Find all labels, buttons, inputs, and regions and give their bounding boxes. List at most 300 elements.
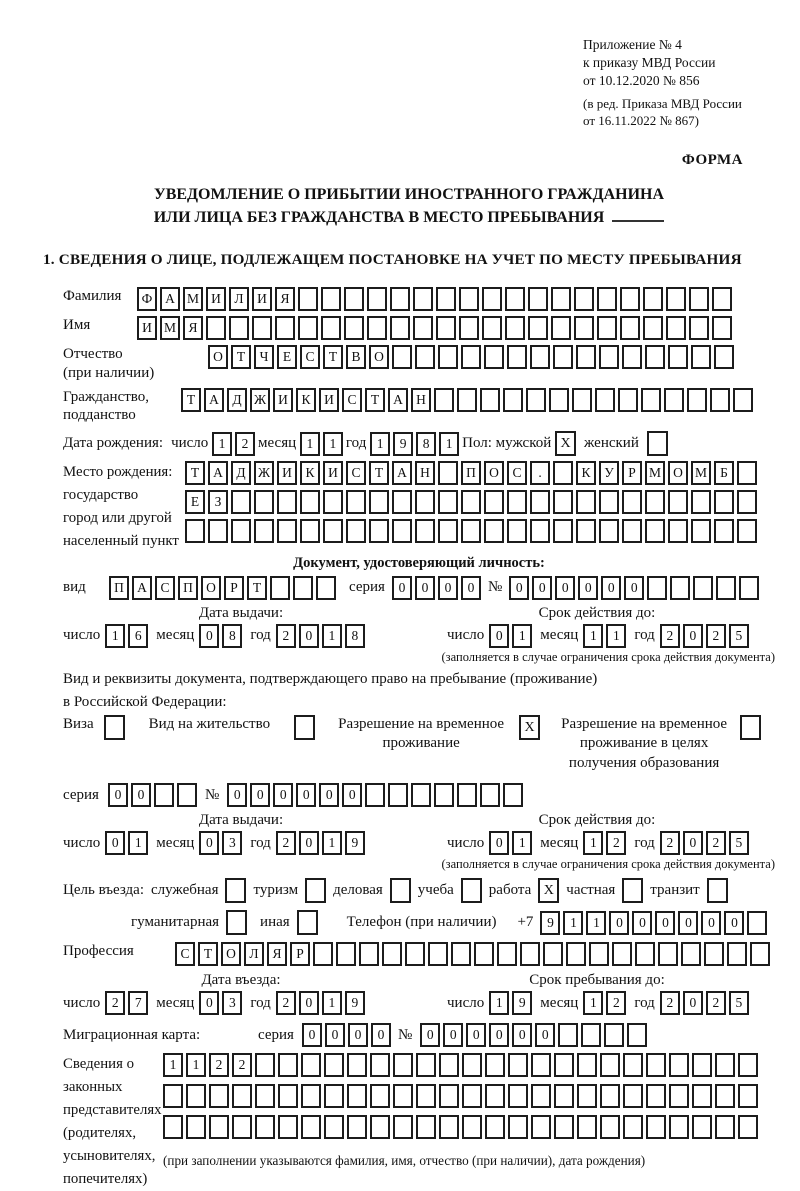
char-box[interactable]: 1: [563, 911, 583, 935]
char-box[interactable]: [482, 316, 502, 340]
char-box[interactable]: [346, 490, 366, 514]
char-box[interactable]: Ж: [250, 388, 270, 412]
char-box[interactable]: [434, 388, 454, 412]
char-box[interactable]: [507, 490, 527, 514]
char-box[interactable]: [438, 461, 458, 485]
char-box[interactable]: [503, 388, 523, 412]
char-box[interactable]: 1: [439, 432, 459, 456]
char-box[interactable]: Я: [267, 942, 287, 966]
char-box[interactable]: 1: [186, 1053, 206, 1077]
char-box[interactable]: [643, 287, 663, 311]
char-box[interactable]: 2: [706, 991, 726, 1015]
char-box[interactable]: О: [369, 345, 389, 369]
char-box[interactable]: М: [183, 287, 203, 311]
char-box[interactable]: [370, 1084, 390, 1108]
char-box[interactable]: [738, 1115, 758, 1139]
char-box[interactable]: [457, 388, 477, 412]
char-box[interactable]: [669, 1115, 689, 1139]
char-box[interactable]: [163, 1115, 183, 1139]
char-box[interactable]: [623, 1115, 643, 1139]
char-box[interactable]: [461, 345, 481, 369]
char-box[interactable]: [484, 490, 504, 514]
char-box[interactable]: П: [109, 576, 129, 600]
char-box[interactable]: 2: [235, 432, 255, 456]
char-box[interactable]: [520, 942, 540, 966]
char-box[interactable]: [528, 287, 548, 311]
char-box[interactable]: [712, 316, 732, 340]
char-box[interactable]: 2: [706, 624, 726, 648]
char-box[interactable]: [369, 519, 389, 543]
char-box[interactable]: [620, 316, 640, 340]
char-box[interactable]: [313, 942, 333, 966]
char-box[interactable]: С: [342, 388, 362, 412]
char-box[interactable]: [508, 1115, 528, 1139]
char-box[interactable]: 1: [323, 432, 343, 456]
char-box[interactable]: 2: [232, 1053, 252, 1077]
char-box[interactable]: 0: [632, 911, 652, 935]
char-box[interactable]: В: [346, 345, 366, 369]
char-box[interactable]: [405, 942, 425, 966]
char-box[interactable]: [485, 1084, 505, 1108]
char-box[interactable]: [687, 388, 707, 412]
char-box[interactable]: [646, 1084, 666, 1108]
char-box[interactable]: 0: [683, 624, 703, 648]
char-box[interactable]: [459, 287, 479, 311]
char-box[interactable]: Т: [185, 461, 205, 485]
char-box[interactable]: С: [155, 576, 175, 600]
char-box[interactable]: [715, 1115, 735, 1139]
char-box[interactable]: 1: [322, 831, 342, 855]
char-box[interactable]: [507, 519, 527, 543]
char-box[interactable]: [595, 388, 615, 412]
char-box[interactable]: Т: [181, 388, 201, 412]
char-box[interactable]: [474, 942, 494, 966]
char-box[interactable]: 8: [416, 432, 436, 456]
char-box[interactable]: [438, 519, 458, 543]
char-box[interactable]: 2: [706, 831, 726, 855]
char-box[interactable]: И: [252, 287, 272, 311]
char-box[interactable]: [411, 783, 431, 807]
char-box[interactable]: 1: [489, 991, 509, 1015]
char-box[interactable]: [691, 490, 711, 514]
char-box[interactable]: [531, 1084, 551, 1108]
char-box[interactable]: Л: [229, 287, 249, 311]
char-box[interactable]: [553, 461, 573, 485]
char-box[interactable]: [252, 316, 272, 340]
char-box[interactable]: [370, 1115, 390, 1139]
char-box[interactable]: 0: [609, 911, 629, 935]
char-box[interactable]: Ф: [137, 287, 157, 311]
char-box[interactable]: [646, 1053, 666, 1077]
residence-permit-checkbox[interactable]: [294, 715, 315, 740]
char-box[interactable]: [415, 519, 435, 543]
char-box[interactable]: [577, 1053, 597, 1077]
char-box[interactable]: [434, 783, 454, 807]
char-box[interactable]: [301, 1115, 321, 1139]
char-box[interactable]: [278, 1084, 298, 1108]
char-box[interactable]: 0: [678, 911, 698, 935]
char-box[interactable]: [627, 1023, 647, 1047]
char-box[interactable]: [554, 1084, 574, 1108]
char-box[interactable]: [710, 388, 730, 412]
char-box[interactable]: [359, 942, 379, 966]
char-box[interactable]: 3: [222, 831, 242, 855]
char-box[interactable]: [666, 287, 686, 311]
char-box[interactable]: И: [319, 388, 339, 412]
char-box[interactable]: [551, 316, 571, 340]
char-box[interactable]: [232, 1084, 252, 1108]
char-box[interactable]: О: [668, 461, 688, 485]
char-box[interactable]: 0: [227, 783, 247, 807]
char-box[interactable]: [255, 1053, 275, 1077]
char-box[interactable]: 3: [222, 991, 242, 1015]
char-box[interactable]: 0: [415, 576, 435, 600]
char-box[interactable]: 2: [606, 991, 626, 1015]
visa-checkbox[interactable]: [104, 715, 125, 740]
char-box[interactable]: 2: [105, 991, 125, 1015]
char-box[interactable]: [597, 316, 617, 340]
char-box[interactable]: [670, 576, 690, 600]
char-box[interactable]: 2: [276, 624, 296, 648]
char-box[interactable]: К: [576, 461, 596, 485]
char-box[interactable]: [275, 316, 295, 340]
sex-female-checkbox[interactable]: [647, 431, 668, 456]
char-box[interactable]: [543, 942, 563, 966]
char-box[interactable]: [738, 1084, 758, 1108]
humanitarian-checkbox[interactable]: [226, 910, 247, 935]
char-box[interactable]: 0: [342, 783, 362, 807]
char-box[interactable]: О: [208, 345, 228, 369]
char-box[interactable]: [692, 1053, 712, 1077]
char-box[interactable]: [505, 287, 525, 311]
char-box[interactable]: 0: [509, 576, 529, 600]
char-box[interactable]: 1: [370, 432, 390, 456]
char-box[interactable]: 5: [729, 624, 749, 648]
char-box[interactable]: [346, 519, 366, 543]
char-box[interactable]: 9: [512, 991, 532, 1015]
char-box[interactable]: З: [208, 490, 228, 514]
char-box[interactable]: [484, 345, 504, 369]
char-box[interactable]: Ч: [254, 345, 274, 369]
char-box[interactable]: [551, 287, 571, 311]
char-box[interactable]: [367, 316, 387, 340]
char-box[interactable]: И: [273, 388, 293, 412]
char-box[interactable]: [186, 1084, 206, 1108]
char-box[interactable]: 2: [209, 1053, 229, 1077]
char-box[interactable]: [232, 1115, 252, 1139]
char-box[interactable]: [750, 942, 770, 966]
char-box[interactable]: [645, 345, 665, 369]
char-box[interactable]: [508, 1084, 528, 1108]
char-box[interactable]: 0: [299, 624, 319, 648]
char-box[interactable]: [436, 287, 456, 311]
char-box[interactable]: [324, 1084, 344, 1108]
char-box[interactable]: 7: [128, 991, 148, 1015]
char-box[interactable]: [416, 1084, 436, 1108]
char-box[interactable]: У: [599, 461, 619, 485]
char-box[interactable]: [300, 490, 320, 514]
char-box[interactable]: 0: [131, 783, 151, 807]
char-box[interactable]: 0: [489, 1023, 509, 1047]
char-box[interactable]: [599, 490, 619, 514]
char-box[interactable]: [278, 1053, 298, 1077]
char-box[interactable]: [553, 345, 573, 369]
char-box[interactable]: [457, 783, 477, 807]
char-box[interactable]: Т: [323, 345, 343, 369]
char-box[interactable]: Р: [622, 461, 642, 485]
transit-checkbox[interactable]: [707, 878, 728, 903]
char-box[interactable]: Л: [244, 942, 264, 966]
char-box[interactable]: [727, 942, 747, 966]
char-box[interactable]: 0: [108, 783, 128, 807]
char-box[interactable]: [566, 942, 586, 966]
char-box[interactable]: Н: [411, 388, 431, 412]
char-box[interactable]: [293, 576, 313, 600]
char-box[interactable]: 0: [273, 783, 293, 807]
char-box[interactable]: [344, 316, 364, 340]
char-box[interactable]: [365, 783, 385, 807]
char-box[interactable]: [635, 942, 655, 966]
char-box[interactable]: 0: [348, 1023, 368, 1047]
char-box[interactable]: [714, 345, 734, 369]
char-box[interactable]: 0: [199, 991, 219, 1015]
char-box[interactable]: 0: [438, 576, 458, 600]
study-checkbox[interactable]: [461, 878, 482, 903]
char-box[interactable]: [298, 287, 318, 311]
char-box[interactable]: [530, 345, 550, 369]
char-box[interactable]: [597, 287, 617, 311]
char-box[interactable]: [229, 316, 249, 340]
char-box[interactable]: [324, 1053, 344, 1077]
char-box[interactable]: 1: [128, 831, 148, 855]
char-box[interactable]: [321, 287, 341, 311]
char-box[interactable]: 0: [199, 624, 219, 648]
char-box[interactable]: [604, 1023, 624, 1047]
char-box[interactable]: 9: [345, 831, 365, 855]
char-box[interactable]: 1: [322, 624, 342, 648]
char-box[interactable]: И: [277, 461, 297, 485]
char-box[interactable]: [658, 942, 678, 966]
char-box[interactable]: [367, 287, 387, 311]
char-box[interactable]: 0: [443, 1023, 463, 1047]
char-box[interactable]: 0: [724, 911, 744, 935]
char-box[interactable]: [574, 316, 594, 340]
char-box[interactable]: [388, 783, 408, 807]
char-box[interactable]: 9: [393, 432, 413, 456]
char-box[interactable]: [186, 1115, 206, 1139]
char-box[interactable]: [413, 316, 433, 340]
char-box[interactable]: 1: [512, 831, 532, 855]
char-box[interactable]: Р: [224, 576, 244, 600]
char-box[interactable]: 0: [420, 1023, 440, 1047]
char-box[interactable]: [206, 316, 226, 340]
char-box[interactable]: [530, 519, 550, 543]
char-box[interactable]: [393, 1115, 413, 1139]
char-box[interactable]: 0: [371, 1023, 391, 1047]
char-box[interactable]: [503, 783, 523, 807]
char-box[interactable]: [336, 942, 356, 966]
char-box[interactable]: 1: [322, 991, 342, 1015]
business-checkbox[interactable]: [390, 878, 411, 903]
char-box[interactable]: [623, 1053, 643, 1077]
char-box[interactable]: 2: [660, 991, 680, 1015]
char-box[interactable]: [255, 1084, 275, 1108]
char-box[interactable]: [382, 942, 402, 966]
char-box[interactable]: [321, 316, 341, 340]
char-box[interactable]: А: [388, 388, 408, 412]
char-box[interactable]: [154, 783, 174, 807]
char-box[interactable]: [462, 1115, 482, 1139]
char-box[interactable]: 5: [729, 991, 749, 1015]
char-box[interactable]: [737, 461, 757, 485]
char-box[interactable]: 0: [466, 1023, 486, 1047]
char-box[interactable]: [278, 1115, 298, 1139]
char-box[interactable]: [647, 576, 667, 600]
char-box[interactable]: [505, 316, 525, 340]
char-box[interactable]: [691, 519, 711, 543]
char-box[interactable]: 0: [250, 783, 270, 807]
char-box[interactable]: [664, 388, 684, 412]
char-box[interactable]: 0: [512, 1023, 532, 1047]
char-box[interactable]: Я: [275, 287, 295, 311]
char-box[interactable]: [581, 1023, 601, 1047]
char-box[interactable]: С: [507, 461, 527, 485]
char-box[interactable]: [689, 287, 709, 311]
char-box[interactable]: [459, 316, 479, 340]
char-box[interactable]: 8: [345, 624, 365, 648]
char-box[interactable]: [553, 490, 573, 514]
char-box[interactable]: 1: [583, 991, 603, 1015]
char-box[interactable]: [347, 1084, 367, 1108]
char-box[interactable]: С: [175, 942, 195, 966]
char-box[interactable]: [599, 345, 619, 369]
char-box[interactable]: 1: [583, 831, 603, 855]
char-box[interactable]: Ж: [254, 461, 274, 485]
char-box[interactable]: [646, 1115, 666, 1139]
char-box[interactable]: 2: [276, 831, 296, 855]
char-box[interactable]: [480, 783, 500, 807]
sex-male-checkbox[interactable]: X: [555, 431, 576, 456]
char-box[interactable]: [600, 1115, 620, 1139]
char-box[interactable]: [177, 783, 197, 807]
char-box[interactable]: [668, 519, 688, 543]
char-box[interactable]: С: [346, 461, 366, 485]
char-box[interactable]: [393, 1053, 413, 1077]
char-box[interactable]: 0: [299, 831, 319, 855]
char-box[interactable]: [712, 287, 732, 311]
char-box[interactable]: 0: [319, 783, 339, 807]
char-box[interactable]: [438, 490, 458, 514]
char-box[interactable]: Н: [415, 461, 435, 485]
char-box[interactable]: [528, 316, 548, 340]
char-box[interactable]: 1: [512, 624, 532, 648]
char-box[interactable]: Я: [183, 316, 203, 340]
char-box[interactable]: [316, 576, 336, 600]
char-box[interactable]: 0: [532, 576, 552, 600]
char-box[interactable]: [392, 490, 412, 514]
char-box[interactable]: Т: [231, 345, 251, 369]
char-box[interactable]: О: [221, 942, 241, 966]
char-box[interactable]: 9: [540, 911, 560, 935]
char-box[interactable]: [508, 1053, 528, 1077]
char-box[interactable]: 5: [729, 831, 749, 855]
char-box[interactable]: Д: [227, 388, 247, 412]
char-box[interactable]: И: [137, 316, 157, 340]
char-box[interactable]: [270, 576, 290, 600]
char-box[interactable]: 0: [601, 576, 621, 600]
temp-residence-checkbox[interactable]: X: [519, 715, 540, 740]
char-box[interactable]: 6: [128, 624, 148, 648]
char-box[interactable]: 1: [606, 624, 626, 648]
char-box[interactable]: [576, 345, 596, 369]
char-box[interactable]: 0: [683, 991, 703, 1015]
official-checkbox[interactable]: [225, 878, 246, 903]
char-box[interactable]: 0: [489, 831, 509, 855]
char-box[interactable]: [163, 1084, 183, 1108]
char-box[interactable]: [714, 519, 734, 543]
char-box[interactable]: 0: [655, 911, 675, 935]
char-box[interactable]: [716, 576, 736, 600]
char-box[interactable]: [622, 490, 642, 514]
char-box[interactable]: 0: [555, 576, 575, 600]
char-box[interactable]: [231, 490, 251, 514]
char-box[interactable]: [715, 1053, 735, 1077]
char-box[interactable]: [666, 316, 686, 340]
char-box[interactable]: [599, 519, 619, 543]
char-box[interactable]: [209, 1084, 229, 1108]
char-box[interactable]: 0: [683, 831, 703, 855]
char-box[interactable]: [485, 1115, 505, 1139]
char-box[interactable]: 0: [701, 911, 721, 935]
char-box[interactable]: [300, 519, 320, 543]
char-box[interactable]: [737, 519, 757, 543]
char-box[interactable]: 0: [199, 831, 219, 855]
char-box[interactable]: [439, 1115, 459, 1139]
char-box[interactable]: [531, 1053, 551, 1077]
char-box[interactable]: [390, 316, 410, 340]
char-box[interactable]: [416, 1053, 436, 1077]
char-box[interactable]: [324, 1115, 344, 1139]
char-box[interactable]: [301, 1053, 321, 1077]
char-box[interactable]: П: [461, 461, 481, 485]
char-box[interactable]: 0: [325, 1023, 345, 1047]
char-box[interactable]: 0: [105, 831, 125, 855]
char-box[interactable]: [485, 1053, 505, 1077]
char-box[interactable]: [369, 490, 389, 514]
char-box[interactable]: [623, 1084, 643, 1108]
char-box[interactable]: М: [645, 461, 665, 485]
char-box[interactable]: [737, 490, 757, 514]
char-box[interactable]: Е: [185, 490, 205, 514]
char-box[interactable]: 1: [300, 432, 320, 456]
char-box[interactable]: [461, 519, 481, 543]
char-box[interactable]: 2: [660, 831, 680, 855]
char-box[interactable]: [415, 490, 435, 514]
char-box[interactable]: 0: [535, 1023, 555, 1047]
char-box[interactable]: [480, 388, 500, 412]
char-box[interactable]: 0: [489, 624, 509, 648]
char-box[interactable]: [645, 490, 665, 514]
char-box[interactable]: [669, 1053, 689, 1077]
char-box[interactable]: 0: [392, 576, 412, 600]
char-box[interactable]: 0: [624, 576, 644, 600]
char-box[interactable]: [277, 490, 297, 514]
char-box[interactable]: [643, 316, 663, 340]
char-box[interactable]: 0: [299, 991, 319, 1015]
char-box[interactable]: 1: [163, 1053, 183, 1077]
char-box[interactable]: [669, 1084, 689, 1108]
char-box[interactable]: [526, 388, 546, 412]
